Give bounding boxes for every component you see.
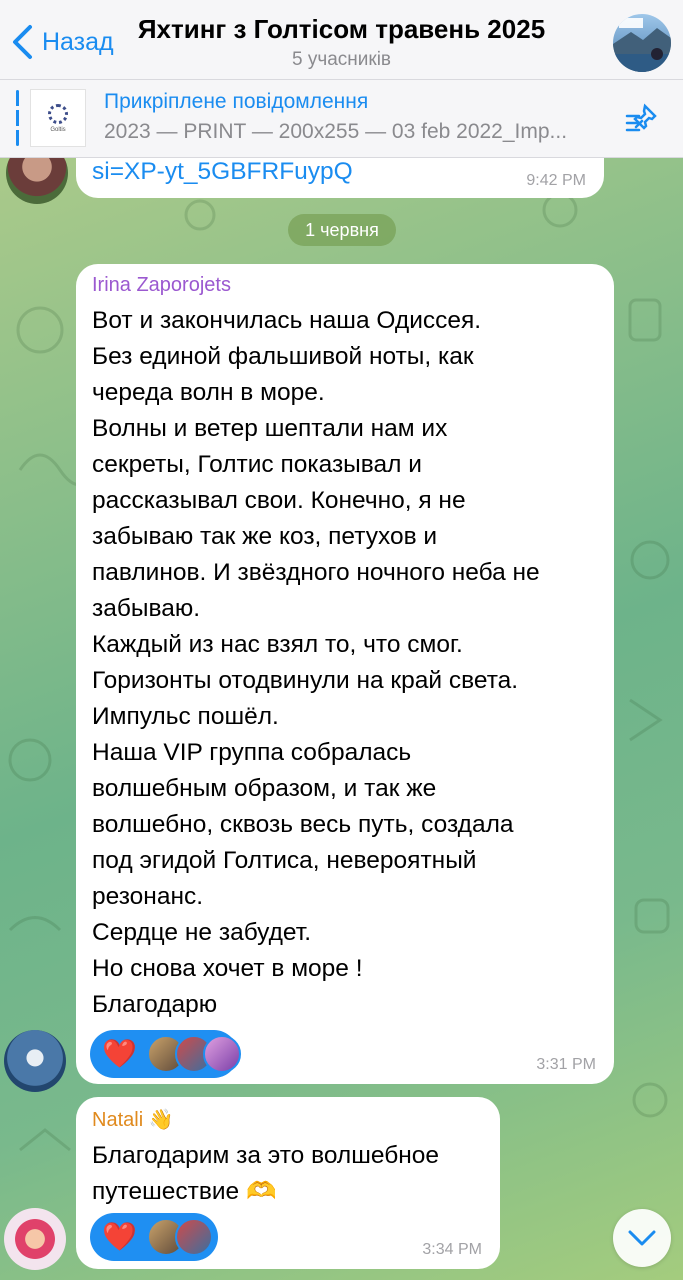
sender-name[interactable]: Irina Zaporojets: [92, 274, 231, 296]
sender-avatar[interactable]: [4, 1030, 66, 1092]
sender-name[interactable]: Natali 👋: [92, 1109, 174, 1131]
chevron-left-icon: [10, 24, 36, 60]
reactor-avatars: [147, 1035, 241, 1073]
sender-avatar[interactable]: [4, 1208, 66, 1270]
message-text: Вот и закончилась наша Одиссея. Без единой фальшивой ноты, как череда волн в море. Волны и ветер шептали нам их секреты, Голтис показывал и рассказывал свои. Конечно, я не забываю так же коз, петухов и павлинов. И звёздного ночного неба не забываю. Каждый из нас взял то, что смог. Горизонты отодвинули на край света. Импульс пошёл. Наша VIP группа собралась волшебным образом, и так же волшебно, сквозь весь путь, создала под эгидой Голтиса, невероятный резонанс. Сердце не забудет. Но снова хочет в море ! Благодарю: [92, 307, 540, 1018]
message-text: si=XP-yt_5GBFRFuypQ: [92, 158, 353, 185]
goltis-logo-icon: [48, 104, 68, 124]
reactor-avatar: [175, 1218, 213, 1256]
message-bubble[interactable]: [76, 1097, 500, 1269]
chevron-down-icon: [627, 1228, 657, 1248]
message-bubble[interactable]: [76, 264, 614, 1084]
message-time: 9:42 PM: [526, 172, 586, 189]
heart-icon: ❤️: [102, 1221, 137, 1252]
pin-indicator: [16, 90, 19, 146]
pinned-message-bar[interactable]: [0, 80, 683, 158]
members-count: 5 учасників: [291, 49, 392, 70]
group-avatar[interactable]: [613, 14, 671, 72]
message-text: Благодарим за это волшебное путешествие 🫶: [92, 1142, 440, 1205]
message-time: 3:31 PM: [536, 1056, 596, 1073]
back-label: Назад: [42, 27, 114, 56]
reaction-chip[interactable]: [90, 1030, 238, 1078]
thumb-brand: Goltis: [50, 126, 66, 133]
reaction-chip[interactable]: [90, 1213, 218, 1261]
pin-list-icon[interactable]: [625, 102, 661, 136]
pinned-thumbnail: [30, 89, 86, 147]
message-time: 3:34 PM: [422, 1241, 482, 1258]
heart-icon: ❤️: [102, 1038, 137, 1069]
date-separator: 1 червня: [288, 214, 396, 246]
reactor-avatars: [147, 1218, 213, 1256]
chat-header: [0, 0, 683, 80]
pinned-text: 2023 — PRINT — 200x255 — 03 feb 2022_Imp...: [104, 120, 568, 143]
chat-title-area[interactable]: [120, 14, 563, 71]
pinned-title: Прикріплене повідомлення: [104, 90, 369, 113]
scroll-to-bottom-button[interactable]: [613, 1209, 671, 1267]
reactor-avatar: [203, 1035, 241, 1073]
back-button[interactable]: [10, 22, 114, 62]
chat-title: Яхтинг з Голтісом травень 2025: [137, 14, 546, 44]
